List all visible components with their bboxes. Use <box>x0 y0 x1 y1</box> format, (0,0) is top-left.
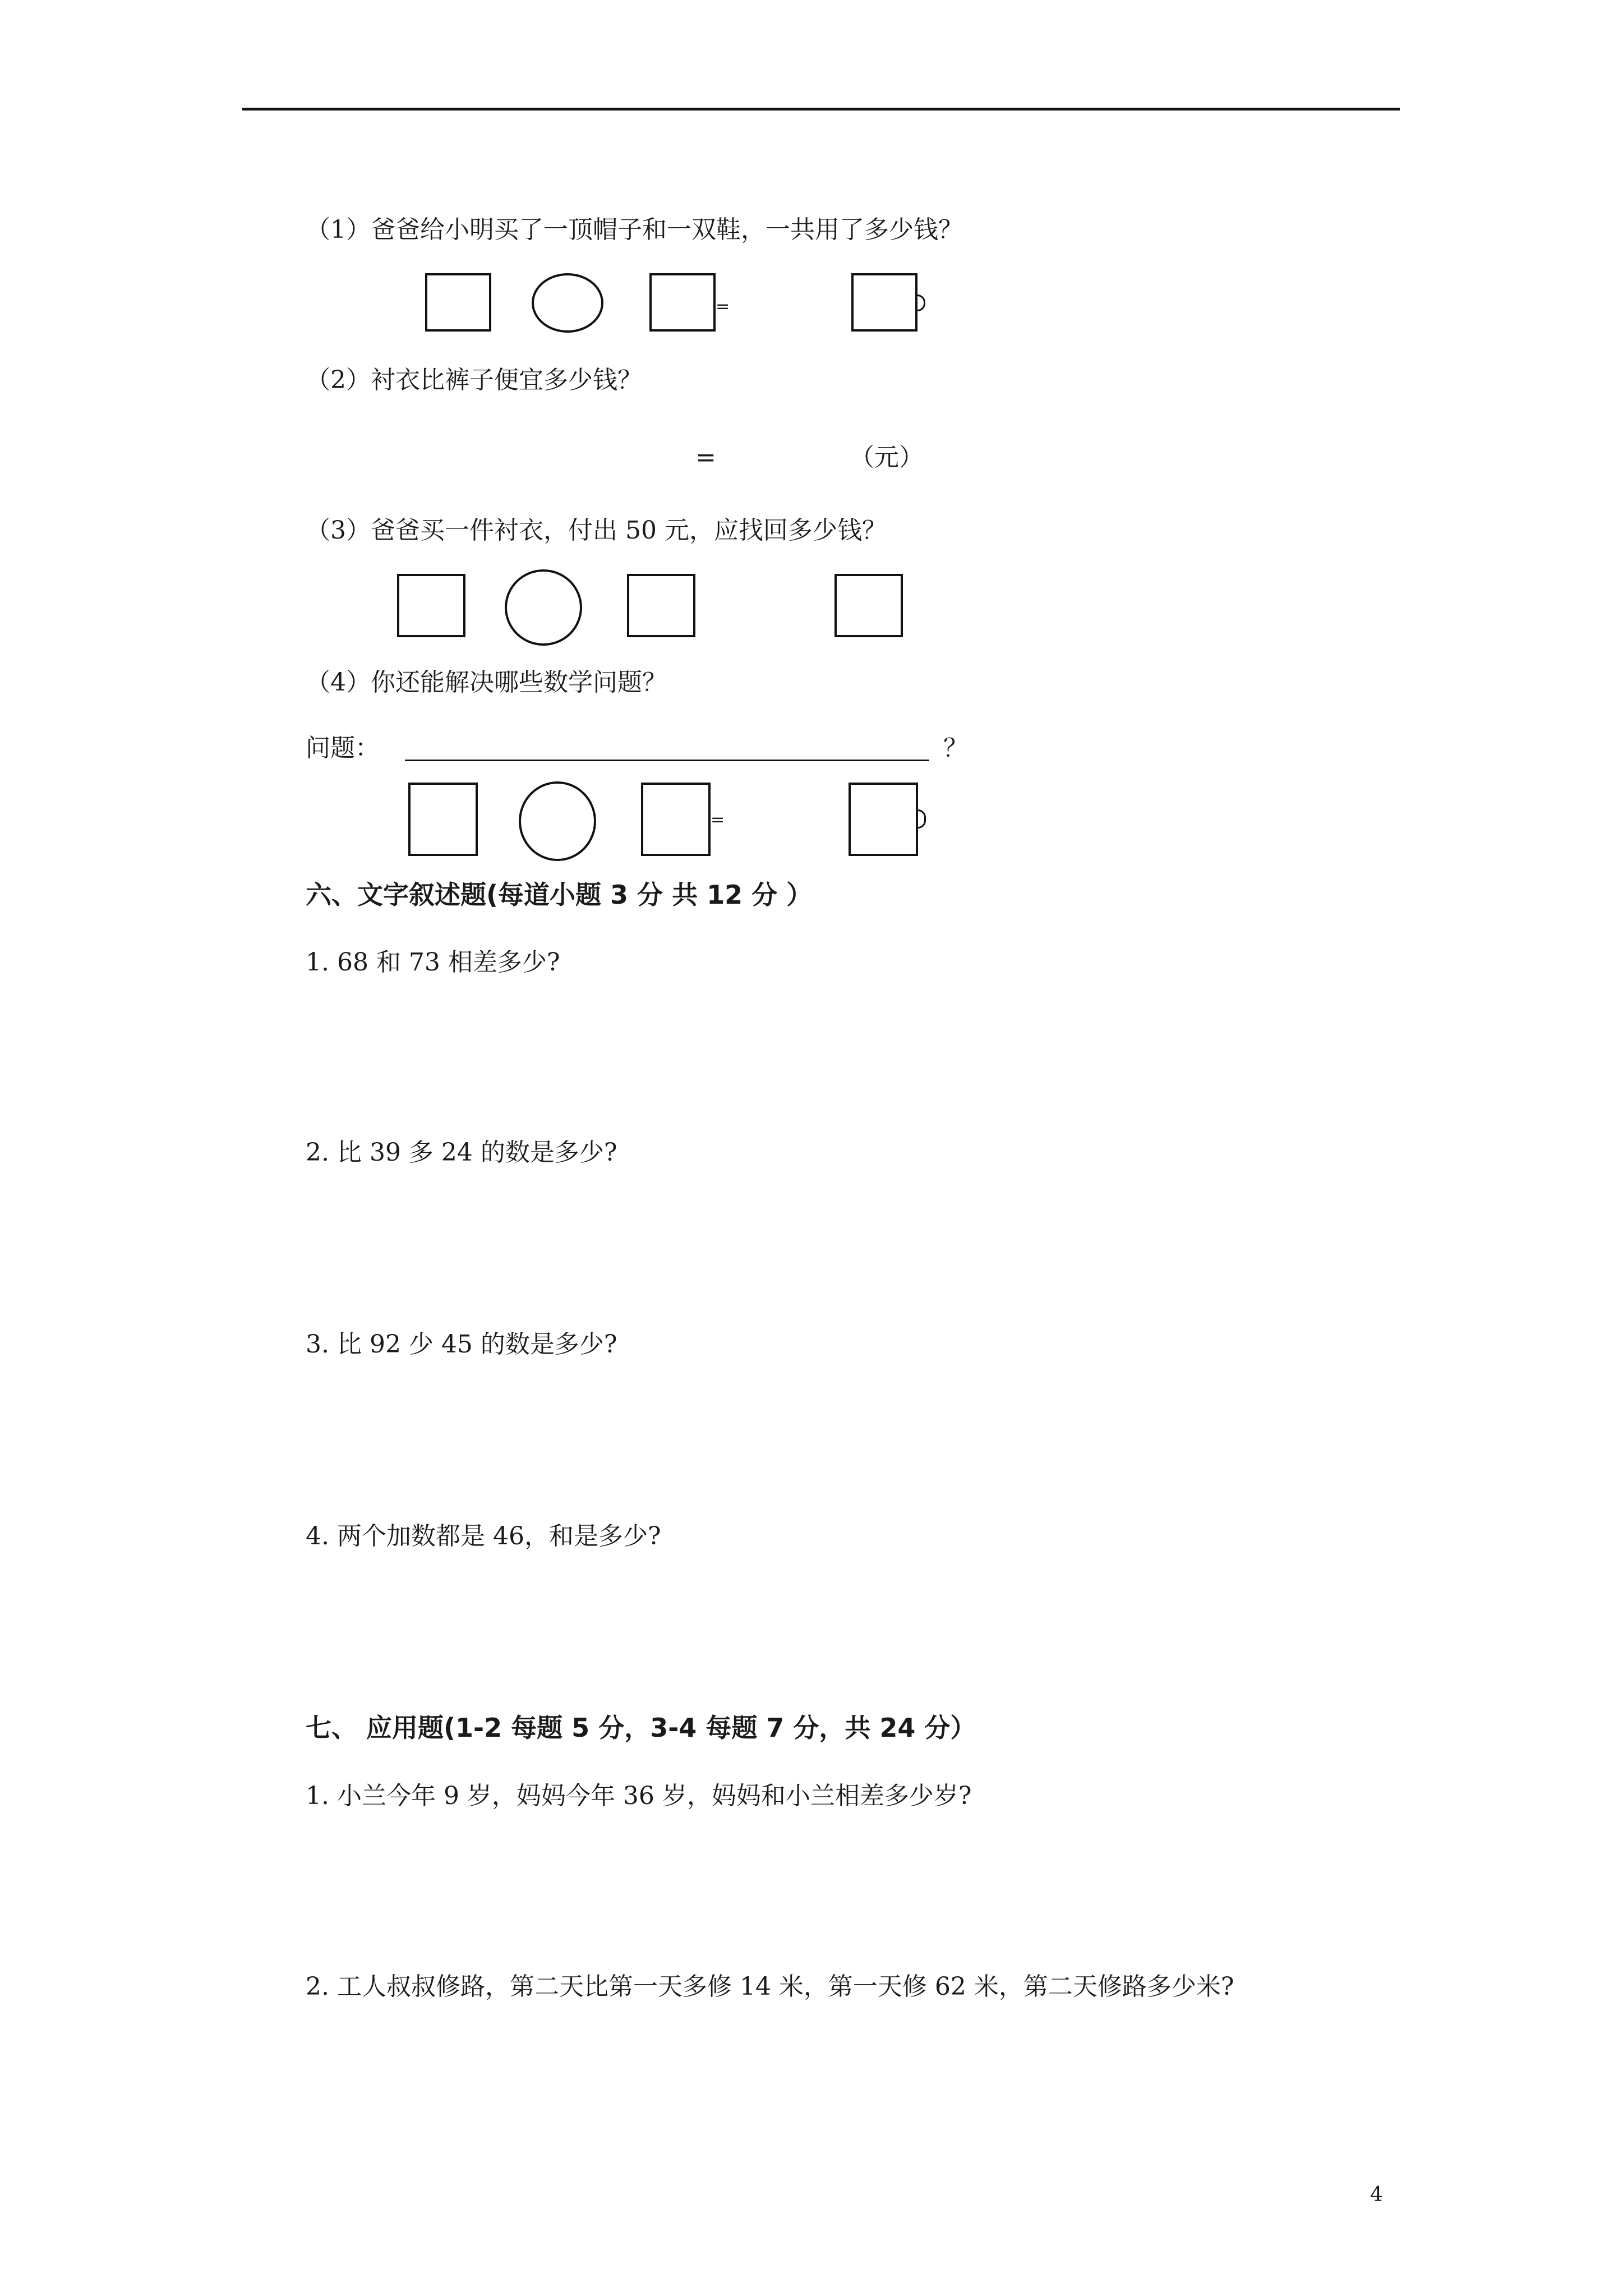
section7-title: 七、 应用题(1-2 每题 5 分，3-4 每题 7 分，共 24 分） <box>306 1713 976 1743</box>
q4-answer-box-3[interactable] <box>849 783 918 856</box>
q1-answer-box-3[interactable] <box>851 273 917 332</box>
q1-unit-bracket <box>917 295 925 311</box>
q1-answer-box-1[interactable] <box>425 273 491 332</box>
section6-item-4: 4. 两个加数都是 46，和是多少? <box>306 1522 661 1550</box>
q3-answer-box-1[interactable] <box>397 574 465 637</box>
q4-unit-bracket <box>918 809 926 829</box>
q4-equals-mark: = <box>711 810 725 830</box>
section6-item-1: 1. 68 和 73 相差多少? <box>306 948 560 977</box>
q4-answer-box-2[interactable] <box>641 783 711 856</box>
q2-text: （2）衬衣比裤子便宜多少钱？ <box>306 366 642 394</box>
q1-answer-box-2[interactable] <box>649 273 716 332</box>
section7-item-2: 2. 工人叔叔修路，第二天比第一天多修 14 米，第一天修 62 米，第二天修路多少米? <box>306 1972 1234 2001</box>
header-rule <box>242 108 1400 111</box>
q2-equals: = <box>695 443 716 472</box>
q4-question-mark: ？ <box>943 734 968 762</box>
q4-text: （4）你还能解决哪些数学问题？ <box>306 668 667 697</box>
section6-item-2: 2. 比 39 多 24 的数是多少? <box>306 1138 617 1167</box>
q3-answer-box-2[interactable] <box>627 574 695 637</box>
q1-operator-circle[interactable] <box>532 273 603 333</box>
section7-item-1: 1. 小兰今年 9 岁，妈妈今年 36 岁，妈妈和小兰相差多少岁? <box>306 1782 972 1810</box>
q4-question-prefix: 问题： <box>306 734 380 762</box>
q3-operator-circle[interactable] <box>505 569 582 646</box>
q2-unit: （元） <box>850 443 924 472</box>
q1-equals-mark: = <box>716 297 730 316</box>
q4-answer-box-1[interactable] <box>408 783 478 856</box>
q1-text: （1）爸爸给小明买了一顶帽子和一双鞋，一共用了多少钱？ <box>306 215 963 244</box>
q3-text: （3）爸爸买一件衬衣，付出 50 元，应找回多少钱？ <box>306 516 887 545</box>
q4-operator-circle[interactable] <box>519 781 596 861</box>
q3-answer-box-3[interactable] <box>834 574 903 637</box>
page-number: 4 <box>1370 2183 1383 2206</box>
section6-title: 六、文字叙述题(每道小题 3 分 共 12 分 ） <box>306 880 813 910</box>
section6-item-3: 3. 比 92 少 45 的数是多少? <box>306 1330 617 1359</box>
q4-question-blank[interactable] <box>405 760 929 761</box>
